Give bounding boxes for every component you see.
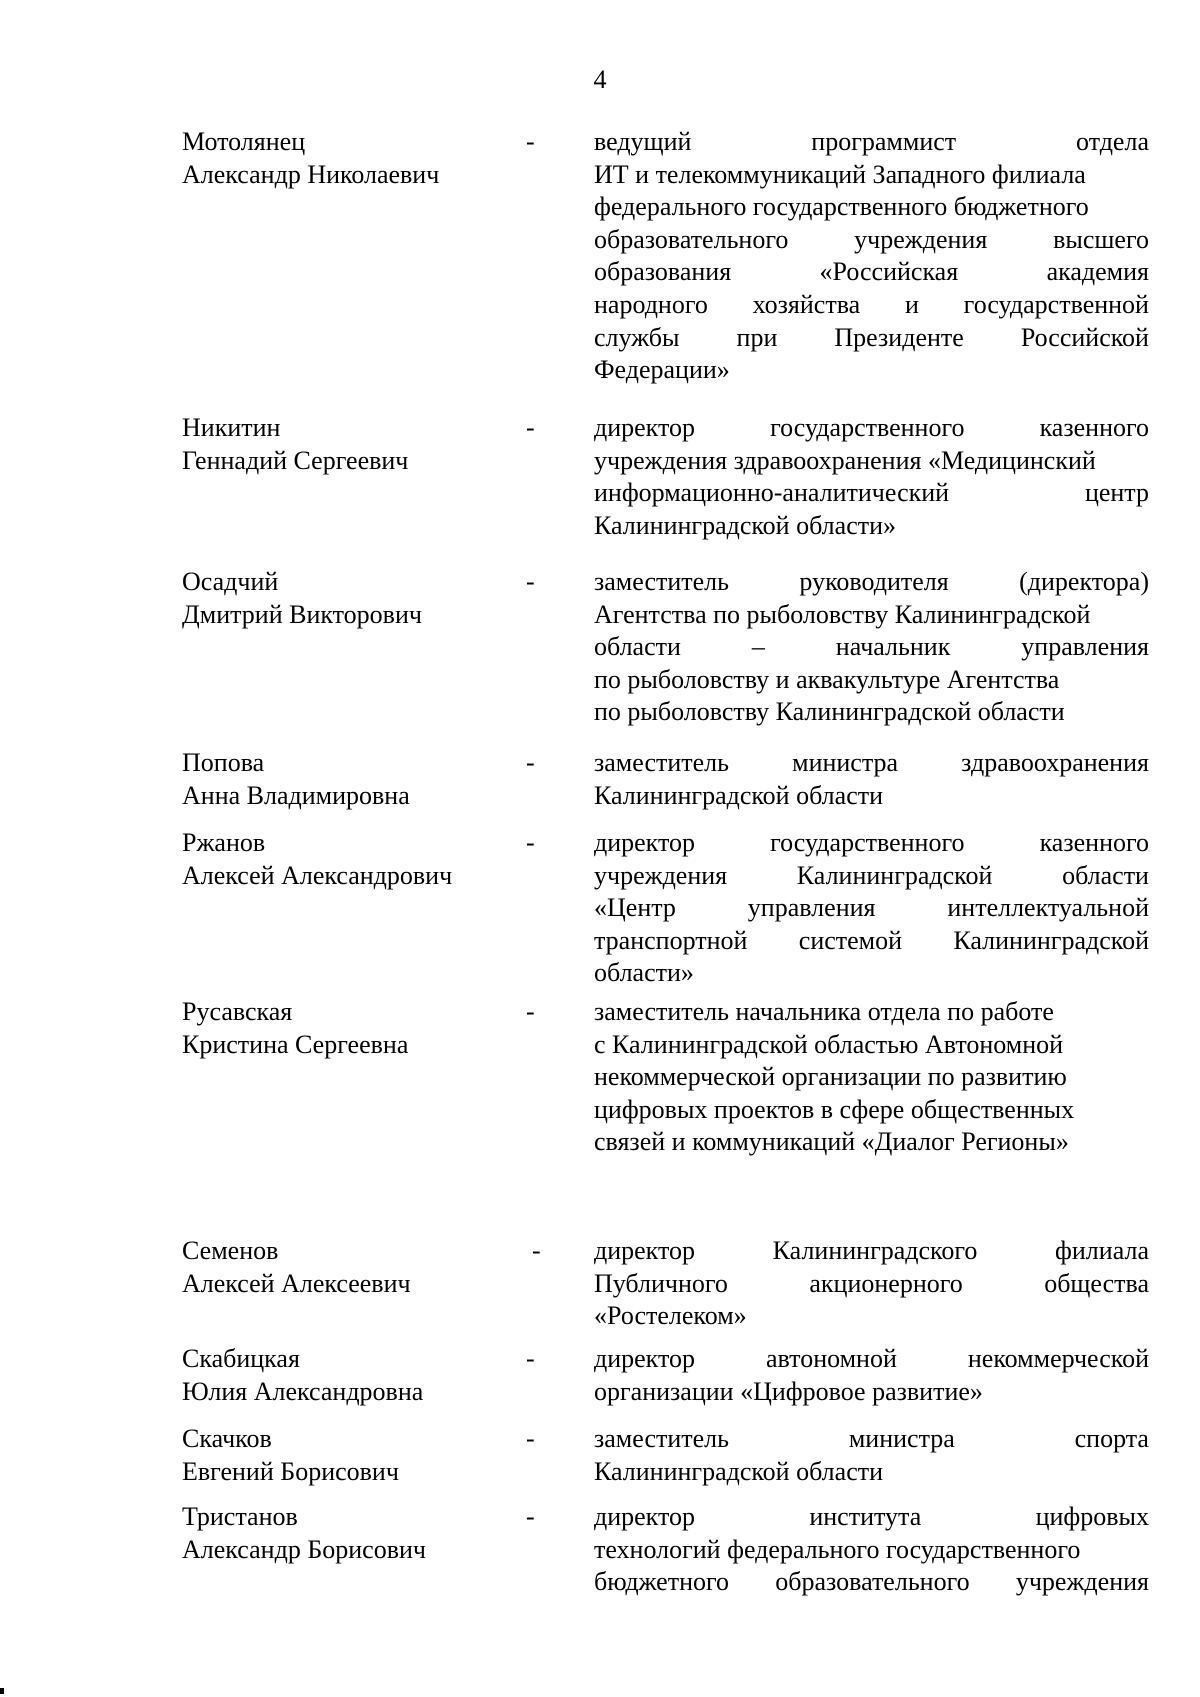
position-line: [594, 1126, 1149, 1159]
position-text: общества: [1044, 1268, 1149, 1298]
position-line: [594, 412, 1149, 445]
member-surname: Осадчий: [182, 567, 279, 596]
member-surname: Тристанов: [182, 1502, 298, 1531]
position-text: бюджетного: [594, 1567, 730, 1597]
position-text: хозяйства: [752, 289, 861, 319]
position-text: Федерации»: [594, 355, 730, 385]
member-position: [594, 747, 1149, 812]
position-line: [594, 1094, 1149, 1127]
member-position: [594, 996, 1149, 1159]
position-line: [594, 510, 1149, 543]
position-text: заместитель начальника отдела по работе: [594, 997, 1054, 1026]
position-text: Президенте: [834, 322, 964, 352]
position-line: [594, 1376, 1149, 1409]
position-text: Калининградской: [953, 925, 1149, 955]
position-line: [594, 1029, 1149, 1062]
position-text: Калининградского: [772, 1236, 978, 1265]
position-text: «Центр: [594, 893, 676, 923]
position-line: [594, 1423, 1149, 1456]
member-given-name: Александр Борисович: [182, 1534, 426, 1564]
position-text: системой: [798, 925, 903, 955]
position-text: заместитель: [594, 748, 730, 777]
position-line: [594, 599, 1149, 632]
member-name: [182, 827, 502, 892]
position-line: [594, 1268, 1149, 1301]
position-text: –: [751, 632, 765, 662]
position-text: Публичного: [594, 1268, 728, 1298]
separator-dash: -: [526, 413, 535, 442]
position-text: директор: [594, 1344, 695, 1373]
position-text: программист: [811, 127, 957, 156]
position-line: [594, 664, 1149, 697]
position-text: заместитель: [594, 567, 730, 596]
member-position: [594, 1235, 1149, 1333]
member-name: [182, 1501, 502, 1566]
position-text: директор: [594, 1502, 695, 1531]
position-text: Калининградской области: [594, 780, 884, 810]
member-surname: Мотолянец: [182, 127, 306, 156]
position-text: образовательного: [594, 224, 789, 254]
position-line: [594, 996, 1149, 1029]
position-text: с Калининградской областью Автономной: [594, 1029, 1064, 1059]
position-line: [594, 126, 1149, 159]
position-text: высшего: [1053, 224, 1149, 254]
position-text: по рыболовству Калининградской области: [594, 697, 1065, 727]
position-text: Калининградской: [796, 860, 993, 890]
position-line: [594, 1534, 1149, 1567]
member-surname: Никитин: [182, 413, 281, 442]
position-text: учреждения здравоохранения «Медицинский: [594, 445, 1096, 475]
position-text: учреждения: [854, 224, 988, 254]
position-text: связей и коммуникаций «Диалог Регионы»: [594, 1127, 1069, 1157]
position-line: [594, 827, 1149, 860]
position-text: Калининградской области: [594, 1456, 884, 1486]
separator-dash: -: [526, 1344, 535, 1373]
position-text: интеллектуальной: [947, 893, 1149, 923]
member-given-name: Александр Николаевич: [182, 159, 440, 189]
separator-dash: -: [526, 748, 535, 777]
position-line: [594, 566, 1149, 599]
position-line: [594, 892, 1149, 925]
position-line: [594, 289, 1149, 322]
member-given-name: Алексей Александрович: [182, 860, 453, 890]
position-text: области»: [594, 958, 694, 988]
position-line: [594, 191, 1149, 224]
member-surname: Скачков: [182, 1424, 272, 1453]
position-text: цифровых проектов в сфере общественных: [594, 1094, 1075, 1124]
member-position: [594, 1423, 1149, 1488]
position-text: Калининградской области»: [594, 510, 897, 540]
position-line: [594, 1343, 1149, 1376]
position-text: некоммерческой: [967, 1344, 1149, 1373]
separator-dash: -: [526, 997, 535, 1026]
member-surname: Попова: [182, 748, 265, 777]
position-text: учреждения: [594, 860, 728, 890]
position-text: здравоохранения: [961, 748, 1149, 777]
page-number: 4: [593, 65, 607, 94]
position-line: [594, 1501, 1149, 1534]
position-line: [594, 747, 1149, 780]
member-given-name: Кристина Сергеевна: [182, 1029, 409, 1059]
position-text: центр: [1084, 478, 1149, 508]
position-text: транспортной: [594, 925, 748, 955]
position-text: директор: [594, 828, 695, 857]
separator-dash: -: [526, 828, 535, 857]
position-text: директор: [594, 413, 695, 442]
position-line: [594, 256, 1149, 289]
position-text: технологий федерального государственного: [594, 1534, 1081, 1564]
position-text: директор: [594, 1236, 695, 1265]
position-text: автономной: [766, 1344, 897, 1373]
position-text: учреждения: [1015, 1567, 1149, 1597]
position-line: [594, 477, 1149, 510]
position-text: отдела: [1076, 127, 1149, 156]
member-position: [594, 827, 1149, 990]
position-text: народного: [594, 289, 708, 319]
position-text: спорта: [1074, 1424, 1149, 1453]
position-text: филиала: [1055, 1236, 1149, 1265]
member-surname: Семенов: [182, 1236, 279, 1265]
member-surname: Скабицкая: [182, 1344, 300, 1373]
position-text: министра: [792, 748, 899, 777]
position-line: [594, 780, 1149, 813]
position-line: [594, 925, 1149, 958]
position-text: ведущий: [594, 127, 692, 156]
position-text: руководителя: [799, 567, 949, 596]
position-text: акционерного: [809, 1268, 963, 1298]
position-text: области: [594, 632, 681, 662]
member-name: [182, 996, 502, 1061]
position-text: ИТ и телекоммуникаций Западного филиала: [594, 159, 1086, 189]
member-name: [182, 1423, 502, 1488]
position-line: [594, 631, 1149, 664]
member-given-name: Дмитрий Викторович: [182, 599, 422, 629]
separator-dash: -: [526, 567, 535, 596]
position-line: [594, 445, 1149, 478]
member-name: [182, 1235, 502, 1300]
position-text: министра: [848, 1424, 955, 1453]
member-position: [594, 1501, 1149, 1599]
position-line: [594, 322, 1149, 355]
position-text: при: [736, 322, 778, 352]
position-text: службы: [594, 322, 680, 352]
position-line: [594, 1566, 1149, 1599]
member-given-name: Алексей Алексеевич: [182, 1268, 411, 1298]
position-text: образования: [594, 257, 732, 287]
member-position: [594, 566, 1149, 729]
position-line: [594, 1300, 1149, 1333]
position-text: «Российская: [819, 257, 959, 287]
position-text: области: [1062, 860, 1149, 890]
member-given-name: Юлия Александровна: [182, 1376, 424, 1406]
position-text: управления: [747, 893, 876, 923]
separator-dash: -: [526, 1502, 535, 1531]
position-line: [594, 1456, 1149, 1489]
position-text: государственного: [770, 828, 965, 857]
position-text: организации «Цифровое развитие»: [594, 1376, 983, 1406]
position-line: [594, 1061, 1149, 1094]
position-text: государственной: [963, 289, 1149, 319]
position-text: заместитель: [594, 1424, 730, 1453]
separator-dash: -: [526, 127, 535, 156]
position-text: федерального государственного бюджетного: [594, 192, 1089, 222]
position-text: казенного: [1039, 828, 1149, 857]
member-name: [182, 747, 502, 812]
position-text: (директора): [1019, 567, 1149, 596]
member-name: [182, 126, 502, 191]
position-text: Российской: [1020, 322, 1149, 352]
position-line: [594, 957, 1149, 990]
position-text: образовательного: [775, 1567, 970, 1597]
member-given-name: Анна Владимировна: [182, 780, 410, 810]
position-line: [594, 159, 1149, 192]
position-text: казенного: [1039, 413, 1149, 442]
position-text: информационно-аналитический: [594, 478, 950, 508]
position-line: [594, 354, 1149, 387]
position-text: «Ростелеком»: [594, 1301, 747, 1331]
member-name: [182, 412, 502, 477]
position-text: института: [809, 1502, 922, 1531]
position-text: и: [904, 289, 919, 319]
position-line: [594, 1235, 1149, 1268]
position-text: управления: [1021, 632, 1149, 662]
position-text: по рыболовству и аквакультуре Агентства: [594, 664, 1060, 694]
member-name: [182, 566, 502, 631]
position-text: цифровых: [1035, 1502, 1149, 1531]
member-name: [182, 1343, 502, 1408]
member-surname: Русавская: [182, 997, 293, 1026]
position-line: [594, 696, 1149, 729]
separator-dash: -: [532, 1236, 541, 1265]
position-text: государственного: [770, 413, 965, 442]
member-surname: Ржанов: [182, 828, 266, 857]
member-position: [594, 126, 1149, 387]
position-line: [594, 860, 1149, 893]
position-line: [594, 224, 1149, 257]
position-text: некоммерческой организации по развитию: [594, 1062, 1067, 1092]
member-given-name: Евгений Борисович: [182, 1456, 399, 1486]
member-position: [594, 412, 1149, 542]
separator-dash: -: [526, 1424, 535, 1453]
position-text: академия: [1046, 257, 1149, 287]
scan-mark: [0, 1688, 4, 1694]
position-text: начальник: [835, 632, 951, 662]
member-position: [594, 1343, 1149, 1408]
position-text: Агентства по рыболовству Калининградской: [594, 599, 1091, 629]
member-given-name: Геннадий Сергеевич: [182, 445, 409, 475]
